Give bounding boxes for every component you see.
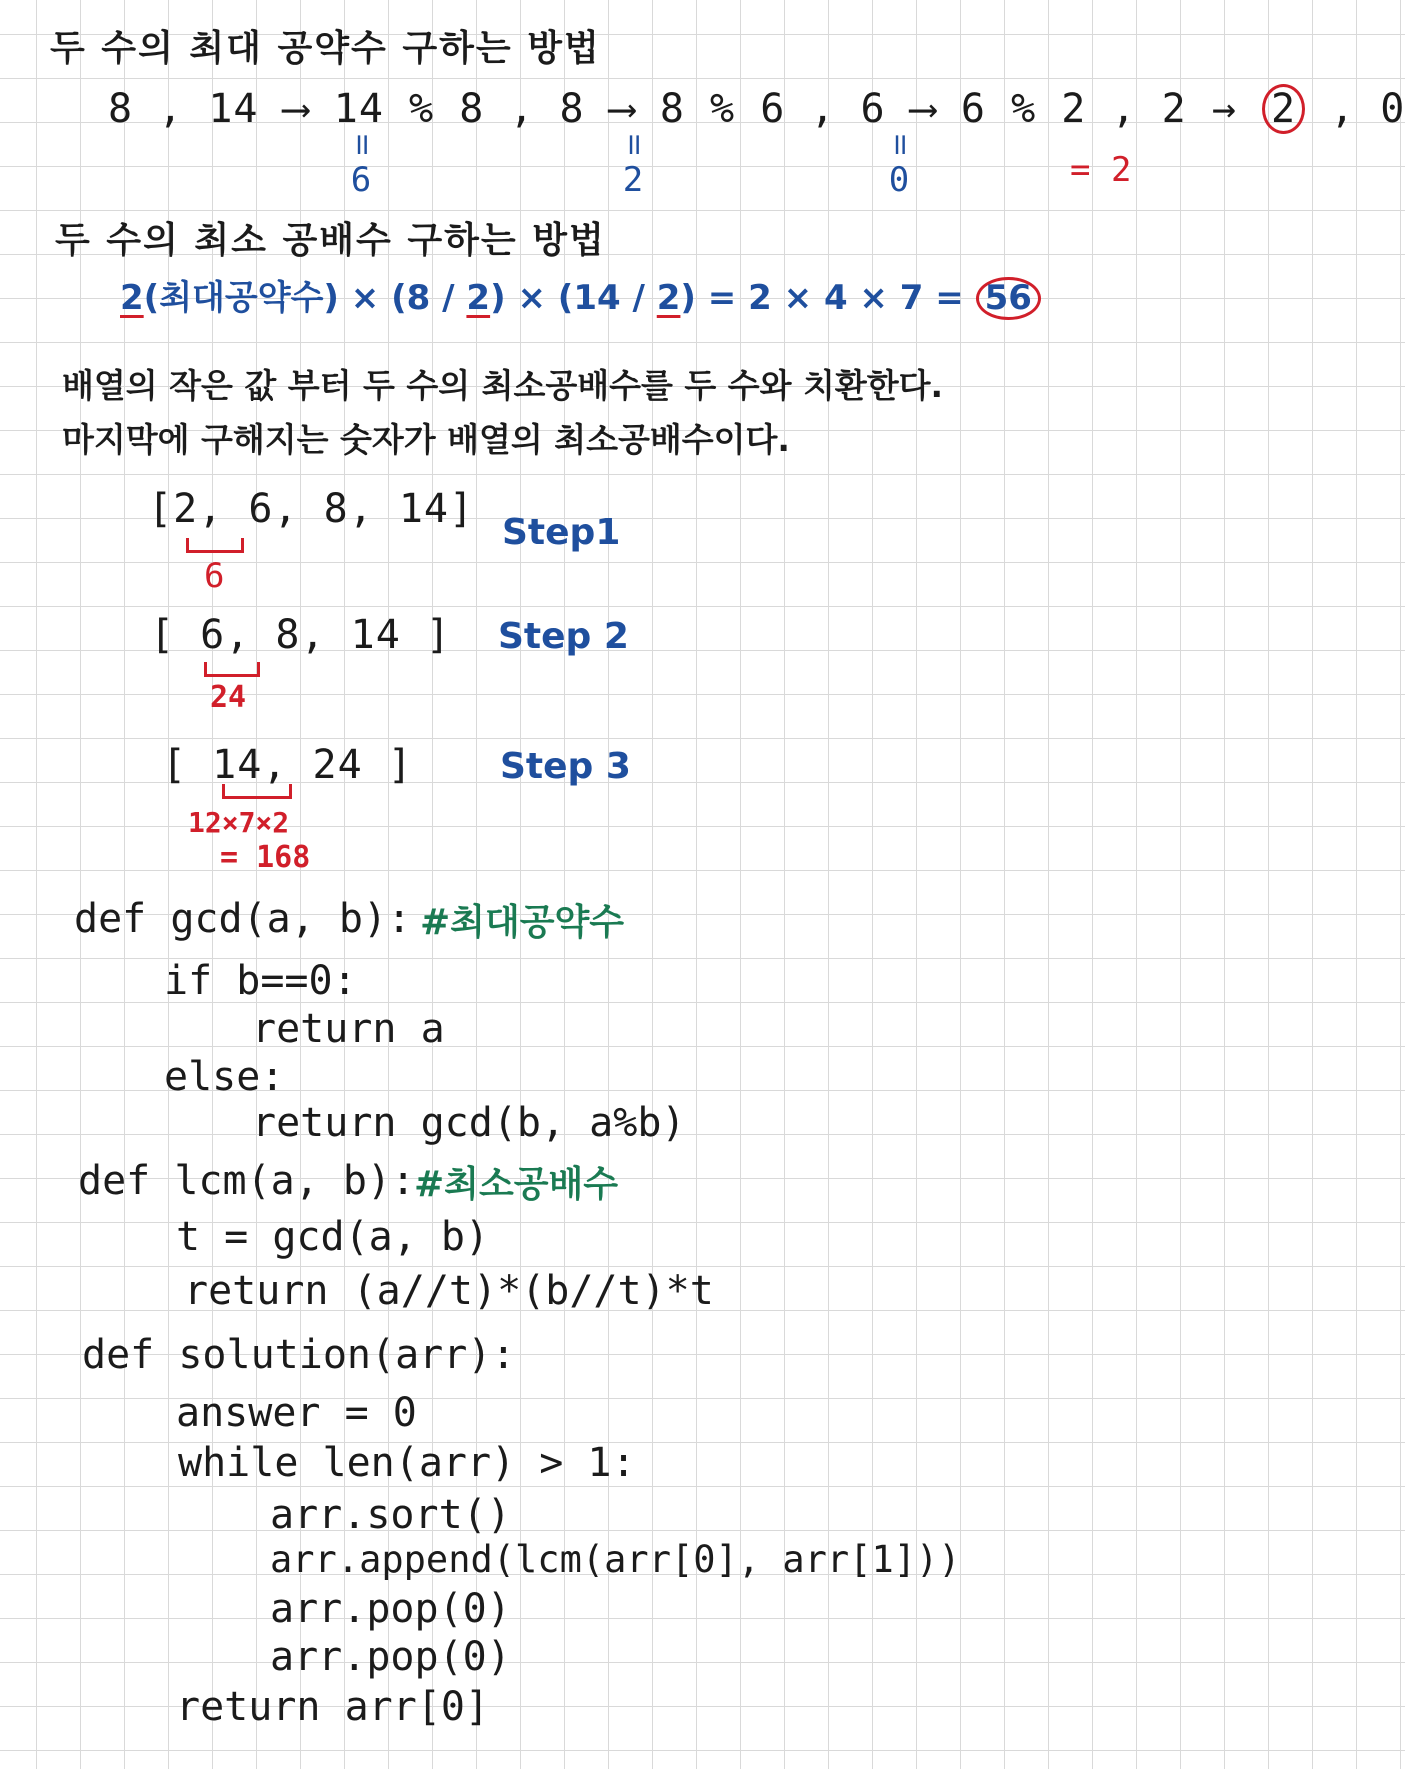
eq-value-0: 0 [888, 160, 910, 200]
step2-array: [ 6, 8, 14 ] [150, 612, 451, 658]
step1-label: Step1 [502, 512, 621, 553]
code-if: if b==0: [164, 958, 357, 1004]
chain-arrow-2: ⟶ [609, 86, 635, 132]
step3-bracket [222, 784, 292, 799]
eq-group-3 [884, 127, 914, 200]
equals-mark: ॥ [624, 127, 642, 162]
step3-product: 12×7×2 [188, 806, 290, 839]
formula-product: ) = 2 × 4 × 7 = [680, 278, 976, 318]
chain-n3: 8 % 6 , 6 [659, 86, 886, 132]
equals-mark: ॥ [890, 127, 908, 162]
lcm-formula [120, 270, 1041, 320]
lcm-heading: 두 수의 최소 공배수 구하는 방법 [55, 220, 606, 261]
code-answer: answer = 0 [176, 1390, 417, 1436]
eq-group-2 [618, 127, 648, 200]
chain-arrow-4: → [1211, 86, 1237, 132]
step1-array: [2, 6, 8, 14] [148, 486, 475, 532]
code-return-a: return a [252, 1006, 445, 1052]
step3-result: = 168 [220, 840, 311, 875]
gcd-final: = 2 [1070, 150, 1132, 190]
code-def-solution: def solution(arr): [82, 1332, 516, 1378]
formula-gcd-note: (최대공약수) × (8 / [143, 278, 467, 318]
code-while: while len(arr) > 1: [178, 1440, 636, 1486]
equals-mark: ॥ [352, 127, 370, 162]
step2-result: 24 [210, 680, 247, 715]
chain-tail: , 0 [1330, 86, 1405, 132]
step1-bracket [186, 538, 244, 553]
eq-value-6: 6 [350, 160, 372, 200]
gcd-chain [108, 84, 1405, 134]
code-append: arr.append(lcm(arr[0], arr[1])) [270, 1538, 961, 1581]
code-def-lcm: def lcm(a, b): [78, 1158, 416, 1204]
step3-array: [ 14, 24 ] [162, 742, 413, 788]
formula-divisor-2: 2 [656, 278, 681, 318]
formula-gcd: 2 [120, 278, 144, 318]
step2-bracket [204, 662, 260, 677]
chain-arrow-3: ⟶ [910, 86, 936, 132]
step1-result: 6 [204, 556, 225, 596]
formula-divisor-1: 2 [466, 278, 491, 318]
eq-group-1 [346, 127, 376, 200]
code-def-gcd: def gcd(a, b): [74, 896, 412, 942]
circled-gcd-result: 2 [1262, 84, 1305, 134]
chain-n4: 6 % 2 , 2 [960, 86, 1187, 132]
code-sort: arr.sort() [270, 1492, 511, 1538]
formula-mid: ) × (14 / [490, 278, 657, 318]
chain-n1: 8 , 14 [108, 86, 259, 132]
step2-label: Step 2 [498, 616, 629, 657]
code-pop-1: arr.pop(0) [270, 1586, 511, 1632]
circled-lcm-result: 56 [976, 277, 1041, 320]
code-comment-gcd: #최대공약수 [420, 902, 625, 943]
code-else: else: [164, 1054, 285, 1100]
code-t-assign: t = gcd(a, b) [176, 1214, 490, 1260]
eq-value-2: 2 [622, 160, 644, 200]
code-comment-lcm: #최소공배수 [414, 1164, 619, 1205]
chain-n2: 14 % 8 , 8 [333, 86, 585, 132]
code-pop-2: arr.pop(0) [270, 1634, 511, 1680]
code-return-arr: return arr[0] [176, 1684, 490, 1730]
chain-arrow-1: ⟶ [283, 86, 309, 132]
explain-line-2: 마지막에 구해지는 숫자가 배열의 최소공배수이다. [62, 420, 790, 459]
code-return-lcm: return (a//t)*(b//t)*t [184, 1268, 714, 1314]
step3-label: Step 3 [500, 746, 631, 787]
code-return-gcd: return gcd(b, a%b) [252, 1100, 686, 1146]
gcd-heading: 두 수의 최대 공약수 구하는 방법 [50, 28, 601, 69]
explain-line-1: 배열의 작은 값 부터 두 수의 최소공배수를 두 수와 치환한다. [62, 366, 944, 405]
